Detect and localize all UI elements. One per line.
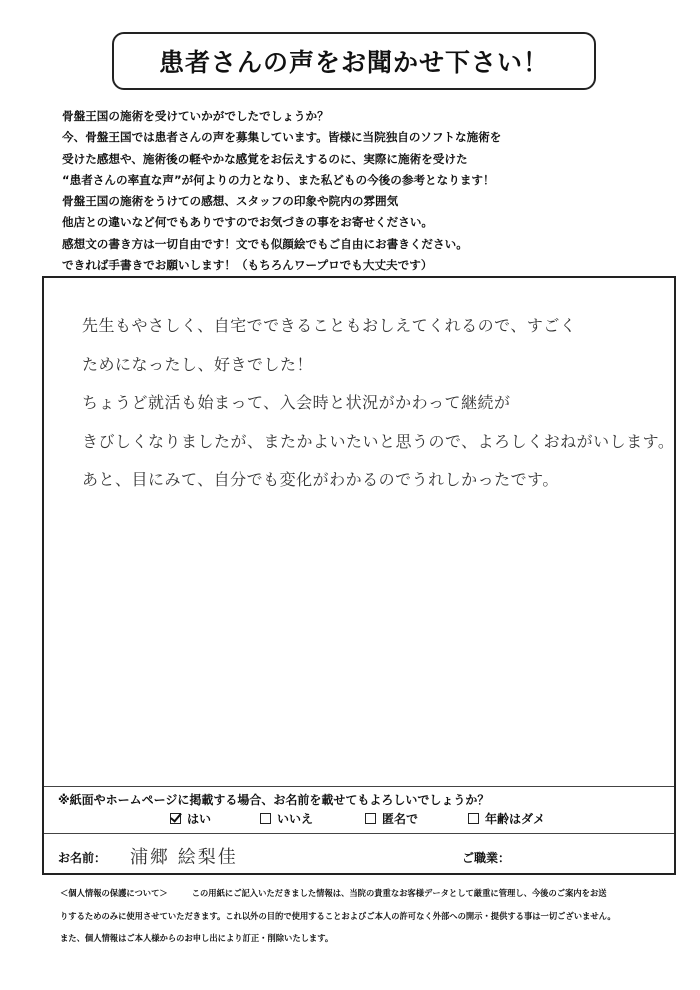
option-no[interactable] (260, 810, 313, 827)
message-line: きびしくなりましたが、またかよいたいと思うので、よろしくおねがいします。 (82, 431, 675, 451)
option-yes[interactable] (170, 810, 211, 827)
intro-line: 感想文の書き方は一切自由です！文でも似顔絵でもご自由にお書きください。 (62, 236, 468, 251)
intro-line: 今、骨盤王国では患者さんの声を募集しています。皆様に当院独自のソフトな施術を (62, 130, 502, 145)
option-label: 年齢はダメ (485, 812, 546, 826)
checkbox-icon[interactable] (365, 813, 376, 824)
checkbox-checked-icon[interactable] (170, 813, 181, 824)
consent-options (160, 810, 580, 830)
intro-text (62, 106, 662, 276)
option-anonymous[interactable] (365, 810, 418, 827)
privacy-heading: ＜個人情報の保護について＞ (60, 888, 168, 898)
option-label: はい (187, 812, 212, 826)
divider (44, 833, 674, 834)
message-line: ためになったし、好きでした！ (82, 354, 314, 374)
option-label: いいえ (277, 812, 314, 826)
message-line: 先生もやさしく、自宅でできることもおしえてくれるので、すごく (82, 316, 577, 335)
page-title: 患者さんの声をお聞かせ下さい！ (112, 32, 596, 90)
intro-line: 骨盤王国の施術をうけての感想、スタッフの印象や院内の雰囲気 (62, 194, 399, 209)
privacy-line: この用紙にご記入いただきました情報は、当院の貴重なお客様データとして厳重に管理し、今後のご案内をお送 (191, 888, 607, 898)
occupation-label: ご職業： (462, 851, 511, 865)
option-label: 匿名で (382, 812, 419, 826)
handwritten-message (82, 313, 675, 506)
name-label: お名前： (58, 851, 107, 865)
privacy-line: また、個人情報はご本人様からのお申し出により訂正・削除いたします。 (60, 933, 334, 943)
intro-line: できれば手書きでお願いします！（もちろんワープロでも大丈夫です） (62, 258, 433, 273)
message-line: ちょうど就活も始まって、入会時と状況がかわって継続が (82, 393, 511, 412)
intro-line: 他店との違いなど何でもありですのでお気づきの事をお寄せください。 (62, 215, 434, 230)
message-line: あと、目にみて、自分でも変化がわかるのでうれしかったです。 (82, 470, 559, 489)
intro-line: 受けた感想や、施術後の軽やかな感覚をお伝えするのに、実際に施術を受けた (62, 151, 468, 166)
checkbox-icon[interactable] (260, 813, 271, 824)
option-no-age[interactable] (468, 810, 545, 827)
checkbox-icon[interactable] (468, 813, 479, 824)
privacy-line: りするためのみに使用させていただきます。これ以外の目的で使用することおよびご本人の許可なく外部への開示・提供する事は一切ございません。 (60, 910, 616, 921)
intro-line: “患者さんの率直な声”が何よりの力となり、また私どもの今後の参考となります！ (62, 172, 495, 187)
name-field[interactable]: 浦郷 絵梨佳 (130, 847, 238, 868)
divider (44, 786, 674, 787)
consent-question: ※紙面やホームページに掲載する場合、お名前を載せてもよろしいでしょうか？ (58, 793, 490, 807)
intro-line: 骨盤王国の施術を受けていかがでしたでしょうか？ (62, 109, 329, 123)
privacy-notice (60, 882, 680, 950)
